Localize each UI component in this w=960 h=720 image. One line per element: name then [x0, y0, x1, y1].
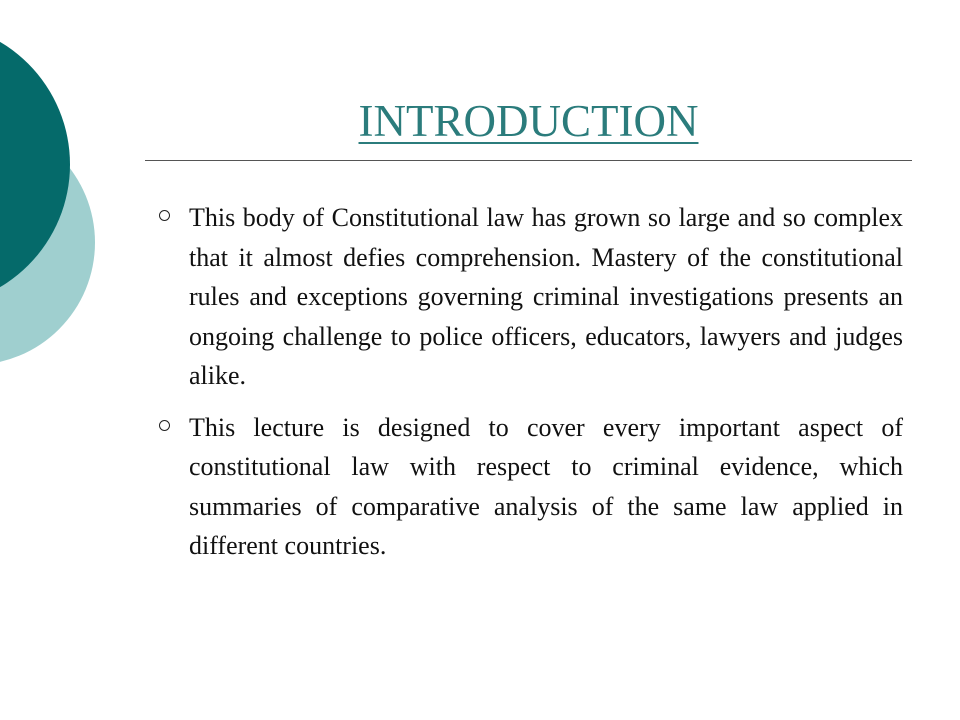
slide-title	[145, 92, 912, 150]
bullet-text: This body of Constitutional law has grown so large and so complex that it almost defies comprehension. Mastery of the constitutional rules and exceptions governing criminal investigations presents an ongoing challenge to police officers, educators, lawyers and judges alike.	[189, 203, 903, 390]
bullet-item	[155, 408, 903, 566]
slide-title-text: INTRODUCTION	[358, 96, 699, 146]
bullet-item	[155, 198, 903, 396]
bullet-list	[155, 198, 903, 578]
title-divider	[145, 160, 912, 161]
ring-bullet-icon	[159, 420, 170, 431]
ring-bullet-icon	[159, 210, 170, 221]
bullet-text: This lecture is designed to cover every important aspect of constitutional law with respect to criminal evidence, which summaries of comparative analysis of the same law applied in different countries.	[189, 412, 903, 560]
